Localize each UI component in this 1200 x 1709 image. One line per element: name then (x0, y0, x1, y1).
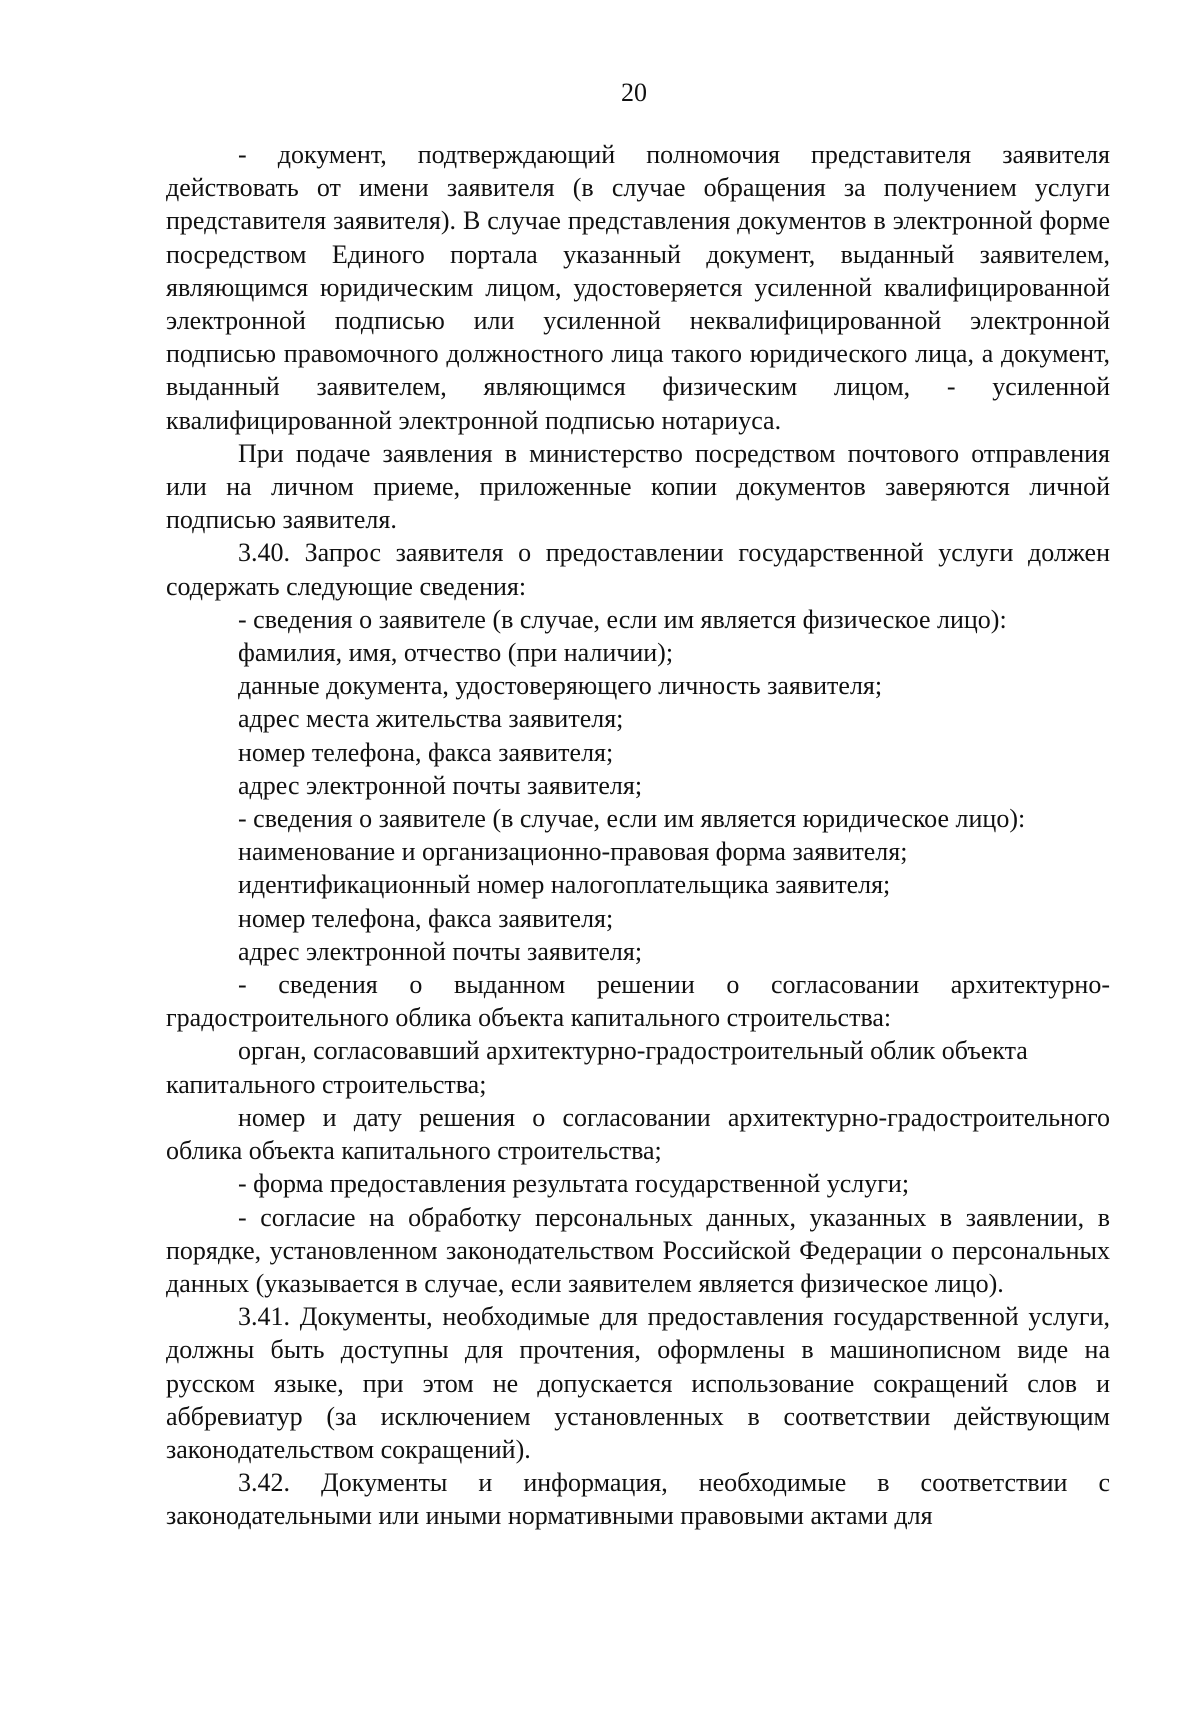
paragraph-representative-document: - документ, подтверждающий полномочия представителя заявителя действовать от имени заявителя (в случае обращения за получением услуги представителя заявителя). В случае представления документов в электронной форме посредством Единого портала указанный документ, выданный заявителем, являющимся юридическим лицом, удостоверяется усиленной квалифицированной электронной подписью или усиленной неквалифицированной электронной подписью правомочного должностного лица такого юридического лица, а документ, выданный заявителем, являющимся физическим лицом, - усиленной квалифицированной электронной подписью нотариуса. (166, 140, 1110, 435)
paragraph-postal-submission: При подаче заявления в министерство посредством почтового отправления или на личном приеме, приложенные копии документов заверяются личной подписью заявителя. (166, 438, 1110, 535)
list-item-tax-id: идентификационный номер налогоплательщика заявителя; (238, 870, 891, 900)
list-item-email-legal: адрес электронной почты заявителя; (238, 936, 643, 966)
list-item-approving-body: орган, согласовавший архитектурно-градостроительный облик объекта капитального строительства; (166, 1036, 1028, 1099)
paragraph-3-40: 3.40. Запрос заявителя о предоставлении государственной услуги должен содержать следующие сведения: (166, 538, 1110, 601)
document-body (166, 138, 1110, 1533)
list-item-decision-number-date: номер и дату решения о согласовании архитектурно-градостроительного облика объекта капитального строительства; (166, 1102, 1110, 1166)
list-item-personal-data-consent: - согласие на обработку персональных данных, указанных в заявлении, в порядке, установленном законодательством Российской Федерации о персональных данных (указывается в случае, если заявителем является физическое лицо). (166, 1202, 1110, 1298)
list-item-residence-address: адрес места жительства заявителя; (238, 704, 624, 734)
list-item-legal-entity-info: - сведения о заявителе (в случае, если им является юридическое лицо): (238, 804, 1026, 834)
list-item-email: адрес электронной почты заявителя; (238, 770, 643, 800)
list-item-organization-name: наименование и организационно-правовая форма заявителя; (238, 837, 908, 867)
list-item-result-form: - форма предоставления результата государственной услуги; (238, 1169, 910, 1199)
paragraph-3-41: 3.41. Документы, необходимые для предоставления государственной услуги, должны быть доступны для прочтения, оформлены в машинописном виде на русском языке, при этом не допускается использование сокращений слов и аббревиатур (за исключением установленных в соответствии действующим законодательством сокращений). (166, 1302, 1110, 1464)
list-item-decision-info: - сведения о выданном решении о согласовании архитектурно-градостроительного облика объекта капитального строительства: (166, 970, 1110, 1033)
page-number: 20 (621, 78, 647, 107)
list-item-identity-document: данные документа, удостоверяющего личность заявителя; (238, 671, 883, 701)
paragraph-3-42: 3.42. Документы и информация, необходимые в соответствии с законодательными или иными нормативными правовыми актами для (166, 1468, 1110, 1531)
list-item-phone-fax-legal: номер телефона, факса заявителя; (238, 903, 614, 933)
list-item-full-name: фамилия, имя, отчество (при наличии); (238, 638, 674, 668)
list-item-phone-fax: номер телефона, факса заявителя; (238, 737, 614, 767)
list-item-individual-info: - сведения о заявителе (в случае, если им является физическое лицо): (238, 604, 1007, 634)
